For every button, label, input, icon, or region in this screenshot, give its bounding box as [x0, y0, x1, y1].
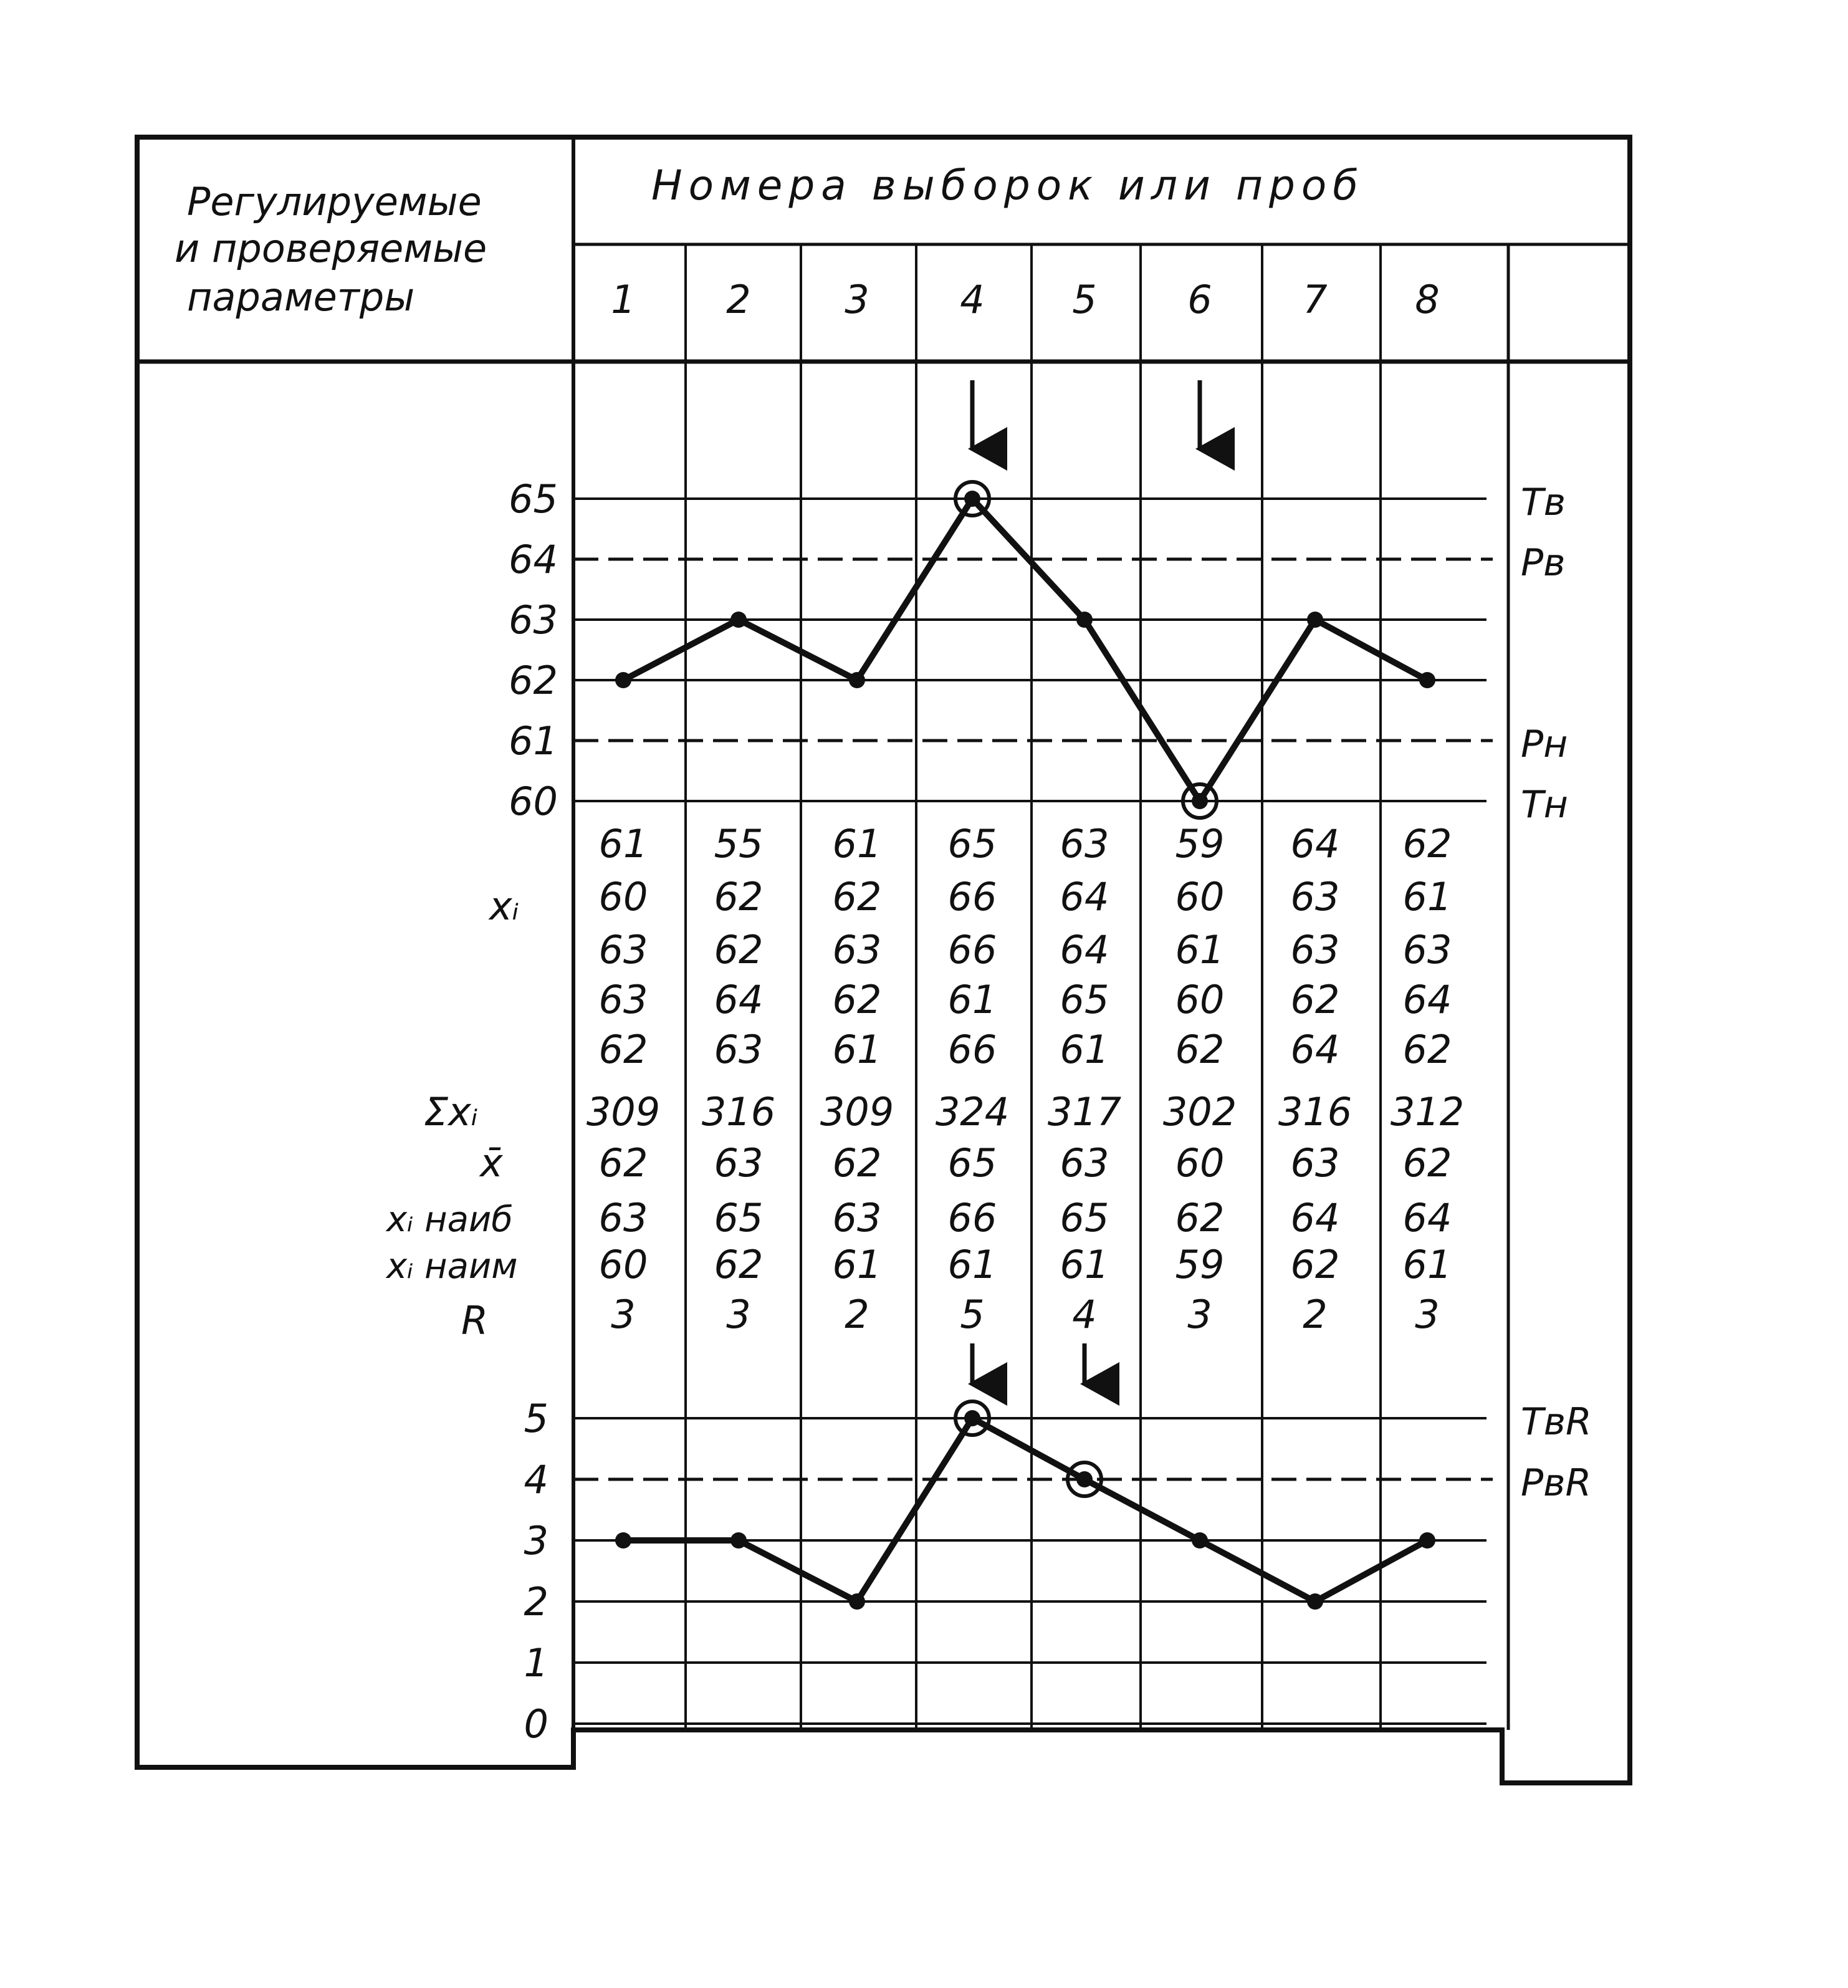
y-tick-label: 3: [524, 1518, 548, 1563]
xi-value: 62: [1402, 821, 1452, 867]
sum-value: 316: [1278, 1089, 1352, 1135]
xi-value: 64: [1402, 977, 1452, 1022]
y-tick-label: 61: [509, 718, 558, 764]
xi-value: 65: [1060, 977, 1109, 1022]
xi-value: 61: [598, 821, 648, 867]
xi-value: 63: [598, 927, 648, 972]
y-tick-label: 64: [509, 537, 558, 582]
sample-number-8: 8: [1415, 277, 1440, 322]
xi-value: 63: [1060, 821, 1109, 867]
sum-value: 324: [935, 1089, 1010, 1135]
y-tick-label: 2: [524, 1579, 548, 1625]
max-value: 64: [1402, 1195, 1452, 1241]
xi-value: 63: [832, 927, 882, 972]
min-value: 60: [598, 1242, 648, 1287]
xi-value: 62: [832, 874, 882, 920]
y-tick-label: 65: [509, 476, 558, 522]
sum-value: 309: [820, 1089, 894, 1135]
sample-number-6: 6: [1187, 277, 1212, 322]
xi-value: 61: [1175, 927, 1225, 972]
max-value: 63: [832, 1195, 882, 1241]
xi-value: 64: [1290, 821, 1340, 867]
series-line: [623, 1418, 1427, 1601]
xi-value: 61: [832, 821, 882, 867]
xi-value: 64: [1060, 874, 1109, 920]
data-point: [1192, 1532, 1208, 1549]
min-value: 61: [1402, 1242, 1452, 1287]
min-value: 61: [947, 1242, 997, 1287]
range-value: 2: [845, 1292, 869, 1337]
limit-label: Tн: [1521, 783, 1568, 827]
xi-value: 64: [1290, 1027, 1340, 1072]
xi-value: 64: [714, 977, 764, 1022]
data-point: [964, 491, 980, 507]
data-point: [849, 672, 865, 688]
xi-value: 66: [947, 927, 997, 972]
xi-value: 64: [1060, 927, 1109, 972]
xi-value: 60: [1175, 977, 1225, 1022]
min-value: 62: [714, 1242, 764, 1287]
xi-value: 63: [1290, 927, 1340, 972]
data-point: [1419, 1532, 1435, 1549]
xi-value: 63: [1402, 927, 1452, 972]
xi-value: 62: [1402, 1027, 1452, 1072]
xi-value: 60: [598, 874, 648, 920]
xi-value: 61: [832, 1027, 882, 1072]
range-value: 5: [960, 1292, 985, 1337]
max-value: 65: [714, 1195, 764, 1241]
xi-value: 62: [714, 874, 764, 920]
range-value: 3: [1415, 1292, 1440, 1337]
range-value: 3: [1187, 1292, 1212, 1337]
param-title-line-3: параметры: [187, 274, 415, 320]
data-point: [615, 1532, 631, 1549]
sample-number-7: 7: [1303, 277, 1328, 322]
min-value: 61: [832, 1242, 882, 1287]
data-point: [964, 1410, 980, 1426]
range-value: 3: [611, 1292, 636, 1337]
data-point: [1419, 672, 1435, 688]
range-value: 3: [726, 1292, 751, 1337]
max-value: 62: [1175, 1195, 1225, 1241]
param-title-line-1: Регулируемые: [187, 179, 482, 224]
xi-value: 62: [1175, 1027, 1225, 1072]
xi-value: 62: [832, 977, 882, 1022]
sum-value: 317: [1047, 1089, 1122, 1135]
xi-value: 65: [947, 821, 997, 867]
limit-label: TвR: [1521, 1400, 1592, 1444]
param-title-line-2: и проверяемые: [175, 226, 487, 271]
row-label-min: xᵢ наим: [386, 1246, 518, 1287]
sample-numbers: [611, 277, 1439, 322]
data-point: [730, 1532, 747, 1549]
range-value: 2: [1303, 1292, 1328, 1337]
sum-value: 302: [1162, 1089, 1237, 1135]
sample-number-1: 1: [611, 277, 636, 322]
row-label-max: xᵢ наиб: [386, 1199, 513, 1240]
y-tick-label: 62: [509, 658, 558, 703]
sample-number-3: 3: [845, 277, 869, 322]
y-tick-label: 1: [524, 1640, 548, 1686]
sum-value: 316: [701, 1089, 776, 1135]
mean-value: 63: [714, 1140, 764, 1186]
xi-value: 55: [714, 821, 764, 867]
limit-label: Pн: [1521, 723, 1568, 766]
row-label-xi: xᵢ: [489, 883, 519, 929]
data-point: [849, 1593, 865, 1610]
data-point: [615, 672, 631, 688]
row-label-range: R: [461, 1298, 489, 1343]
max-value: 65: [1060, 1195, 1109, 1241]
range-value: 4: [1072, 1292, 1097, 1337]
sample-number-5: 5: [1072, 277, 1097, 322]
grid-lines: [686, 244, 1381, 1730]
limit-label: Tв: [1521, 481, 1566, 524]
data-point: [730, 612, 747, 628]
mean-value: 63: [1060, 1140, 1109, 1186]
xi-value: 62: [1290, 977, 1340, 1022]
y-tick-label: 63: [509, 597, 558, 643]
limit-label: PвR: [1521, 1461, 1592, 1505]
xi-value: 63: [714, 1027, 764, 1072]
limit-label: Pв: [1521, 541, 1566, 585]
sample-number-2: 2: [726, 277, 751, 322]
min-value: 62: [1290, 1242, 1340, 1287]
data-point: [1076, 612, 1093, 628]
series-line: [623, 499, 1427, 801]
data-point: [1076, 1471, 1093, 1487]
data-point: [1307, 612, 1323, 628]
xi-value: 63: [598, 977, 648, 1022]
max-value: 66: [947, 1195, 997, 1241]
xi-value: 61: [1060, 1027, 1109, 1072]
sum-value: 312: [1390, 1089, 1465, 1135]
min-value: 59: [1175, 1242, 1225, 1287]
mean-value: 65: [947, 1140, 997, 1186]
y-tick-label: 60: [509, 779, 558, 824]
mean-value: 63: [1290, 1140, 1340, 1186]
range-chart: [524, 1343, 1592, 1747]
row-label-mean: x̄: [480, 1140, 503, 1186]
mean-value: 62: [598, 1140, 648, 1186]
xi-value: 60: [1175, 874, 1225, 920]
mean-value: 60: [1175, 1140, 1225, 1186]
y-tick-label: 0: [524, 1701, 548, 1747]
mean-value: 62: [832, 1140, 882, 1186]
data-point: [1307, 1593, 1323, 1610]
xi-value: 63: [1290, 874, 1340, 920]
min-value: 61: [1060, 1242, 1109, 1287]
table-values: [586, 821, 1464, 1337]
xi-value: 61: [947, 977, 997, 1022]
y-tick-label: 4: [524, 1457, 548, 1502]
sample-number-4: 4: [960, 277, 985, 322]
xi-value: 66: [947, 874, 997, 920]
samples-title: Номера выборок или проб: [651, 161, 1365, 209]
y-tick-label: 5: [524, 1396, 548, 1441]
mean-value: 62: [1402, 1140, 1452, 1186]
xi-value: 62: [714, 927, 764, 972]
max-value: 64: [1290, 1195, 1340, 1241]
xbar-chart: [509, 380, 1568, 827]
xi-value: 62: [598, 1027, 648, 1072]
xi-value: 59: [1175, 821, 1225, 867]
max-value: 63: [598, 1195, 648, 1241]
sum-value: 309: [586, 1089, 661, 1135]
xi-value: 61: [1402, 874, 1452, 920]
xi-value: 66: [947, 1027, 997, 1072]
data-point: [1192, 793, 1208, 809]
row-label-sum: Σxᵢ: [424, 1089, 478, 1135]
